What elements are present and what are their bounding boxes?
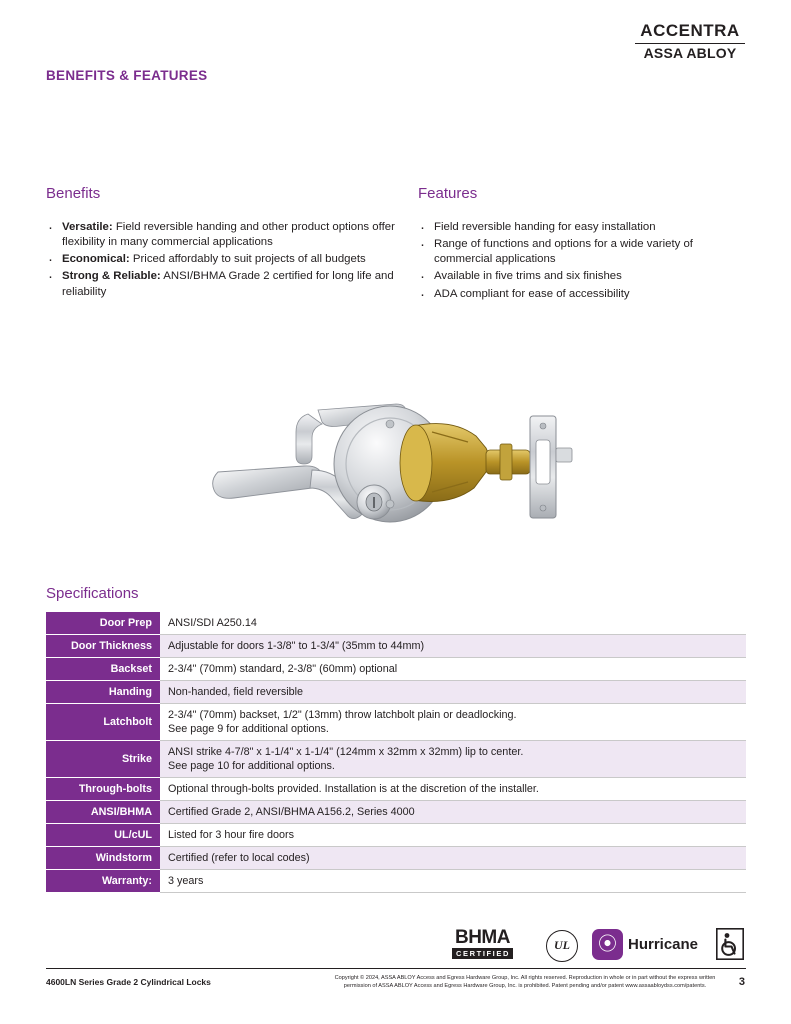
spec-label: Latchbolt [46,704,160,741]
spec-row [46,778,746,801]
footer-copyright: Copyright © 2024, ASSA ABLOY Access and Egress Hardware Group, Inc. All rights reserved. Reproduction in whole or in part without the express written permission of ASSA ABLOY Access and Egress Hardware Group, Inc. is prohibited. Patent pending and/or patent www.assaabloydss.com/patents. [334,975,716,990]
spec-label: Strike [46,741,160,778]
spec-row [46,824,746,847]
spec-label: Door Prep [46,612,160,635]
spec-value: Adjustable for doors 1-3/8" to 1-3/4" (35mm to 44mm) [160,635,746,658]
footer-divider [46,968,746,969]
spec-label: UL/cUL [46,824,160,847]
ada-accessibility-icon [716,928,744,960]
spec-value: 2-3/4" (70mm) standard, 2-3/8" (60mm) optional [160,658,746,681]
feature-item: · Available in five trims and six finishes [418,269,748,284]
certification-logos [452,928,748,964]
benefit-item: · Versatile: Field reversible handing and other product options offer flexibility in many commercial applications [46,220,396,250]
product-photo-cylindrical-lock [200,352,590,587]
specifications-heading: Specifications [46,585,139,602]
spec-value: ANSI/SDI A250.14 [160,612,746,635]
spec-row [46,741,746,778]
spec-row [46,801,746,824]
spec-row [46,635,746,658]
spec-label: Handing [46,681,160,704]
benefit-item-term: Economical: [62,253,130,266]
spec-value: 3 years [160,870,746,893]
spec-label: ANSI/BHMA [46,801,160,824]
page-title: BENEFITS & FEATURES [46,68,208,83]
benefit-item-term: Strong & Reliable: [62,270,161,283]
benefits-column [46,185,396,302]
spec-row [46,658,746,681]
feature-item: · Range of functions and options for a wide variety of commercial applications [418,237,748,267]
bhma-label: BHMA [454,927,510,948]
spec-value: Optional through-bolts provided. Installation is at the discretion of the installer. [160,778,746,801]
feature-item: · ADA compliant for ease of accessibility [418,287,748,302]
benefits-heading: Benefits [46,185,101,202]
spec-row [46,870,746,893]
hurricane-label: Hurricane [628,936,699,953]
spec-label: Door Thickness [46,635,160,658]
features-list [418,220,748,302]
brand-divider [635,43,745,44]
features-heading: Features [418,185,478,202]
spec-label: Through-bolts [46,778,160,801]
spec-row [46,847,746,870]
feature-item: · Field reversible handing for easy installation [418,220,748,235]
benefit-item: · Economical: Priced affordably to suit projects of all budgets [46,252,396,267]
benefits-list [46,220,396,300]
brand-secondary-text: ASSA ABLOY [643,44,737,61]
spec-value: 2-3/4" (70mm) backset, 1/2" (13mm) throw latchbolt plain or deadlocking. See page 9 for additional options. [160,704,746,741]
benefit-item: · Strong & Reliable: ANSI/BHMA Grade 2 certified for long life and reliability [46,269,396,299]
spec-value: Certified (refer to local codes) [160,847,746,870]
hurricane-shield-icon: ⦿ [592,929,623,960]
bhma-certified-label: CERTIFIED [452,948,513,959]
spec-label: Windstorm [46,847,160,870]
bhma-certified-logo [452,928,513,959]
spec-row [46,704,746,741]
spec-label: Backset [46,658,160,681]
spec-label: Warranty: [46,870,160,893]
spec-value: Certified Grade 2, ANSI/BHMA A156.2, Series 4000 [160,801,746,824]
spec-row [46,612,746,635]
brand-logo [635,22,745,61]
footer-product-line: 4600LN Series Grade 2 Cylindrical Locks [46,977,211,987]
spec-row [46,681,746,704]
footer-page-number: 3 [738,976,745,988]
spec-value: Non-handed, field reversible [160,681,746,704]
specifications-table [46,612,746,893]
brand-primary-text: ACCENTRA [640,21,740,40]
spec-value: ANSI strike 4-7/8" x 1-1/4" x 1-1/4" (124mm x 32mm x 32mm) lip to center. See page 10 for additional options. [160,741,746,778]
spec-value: Listed for 3 hour fire doors [160,824,746,847]
features-column [418,185,748,304]
ul-listed-icon: UL [546,930,578,962]
benefit-item-term: Versatile: [62,221,113,233]
